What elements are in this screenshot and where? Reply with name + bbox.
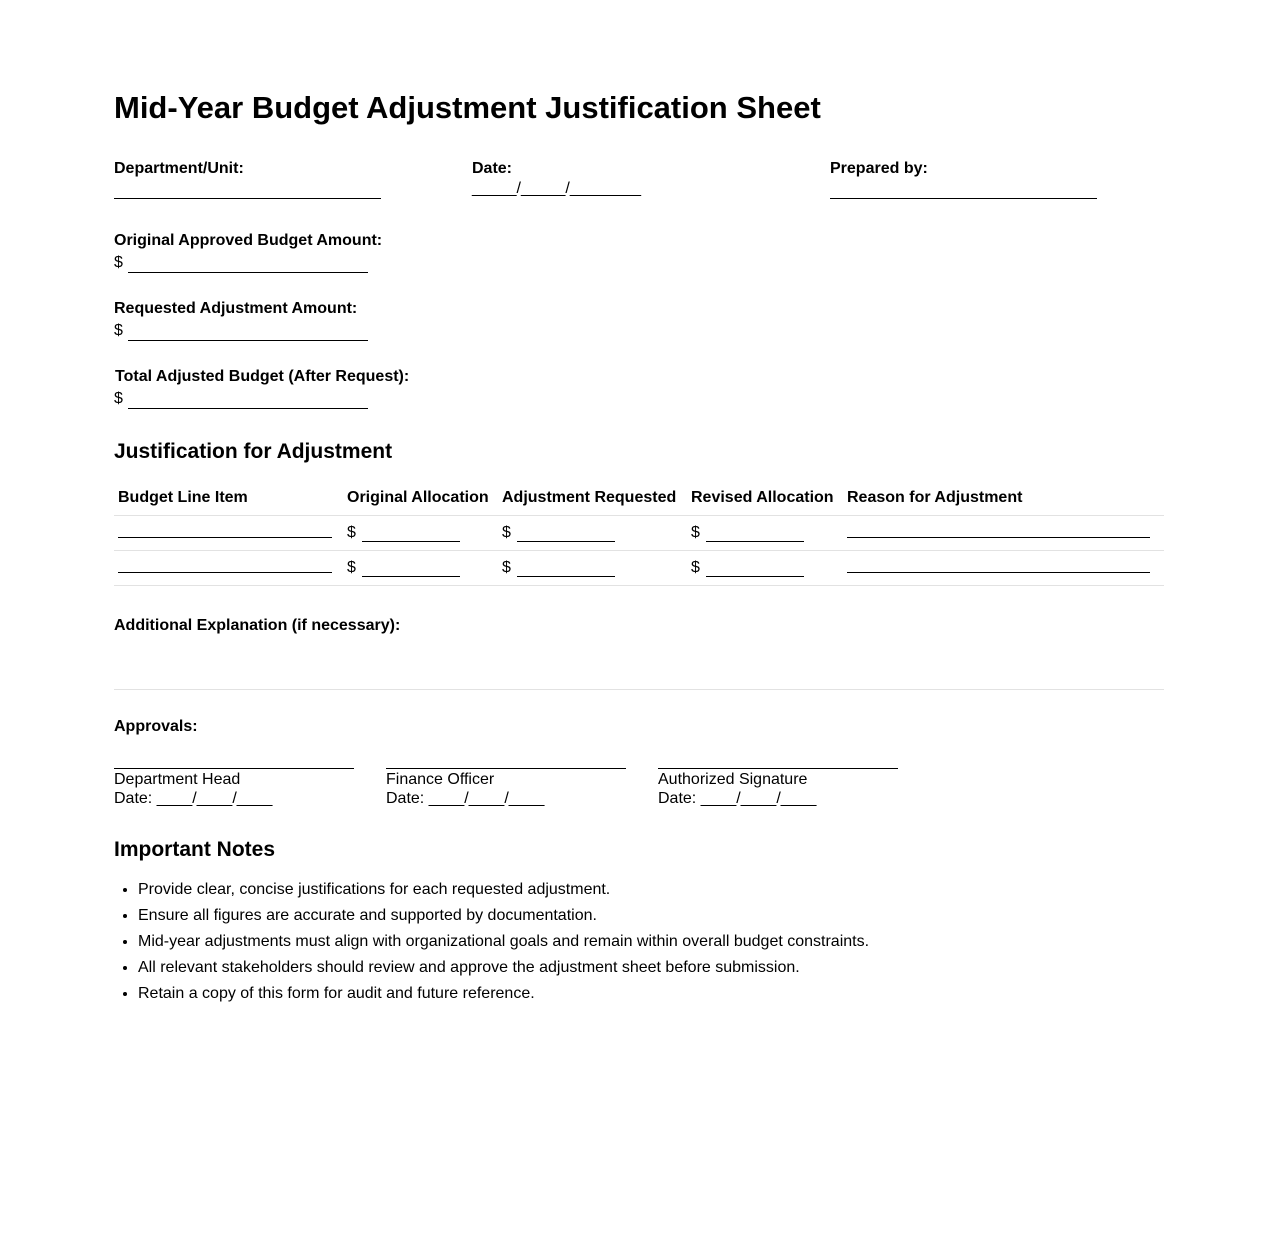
approvals-label: Approvals: (114, 718, 198, 735)
column-header-original: Original Allocation (343, 480, 498, 516)
signer-date[interactable]: Date: ____/____/____ (386, 790, 545, 807)
revised-allocation-input-line[interactable] (706, 562, 804, 577)
reason-input-line[interactable] (847, 558, 1150, 573)
table-row (114, 551, 1164, 586)
list-item: • All relevant stakeholders should review and approve the adjustment sheet before submission. (138, 955, 869, 981)
date-field (472, 160, 512, 178)
currency-symbol: $ (502, 524, 511, 541)
total-adjusted-input-line[interactable] (128, 408, 368, 409)
requested-adjustment-field (114, 300, 357, 318)
signature-line[interactable] (658, 768, 898, 769)
currency-symbol: $ (347, 559, 356, 576)
total-adjusted-field (115, 368, 409, 386)
column-header-revised: Revised Allocation (687, 480, 843, 516)
currency-symbol: $ (114, 322, 123, 339)
original-budget-field (114, 232, 382, 250)
signature-line[interactable] (386, 768, 626, 769)
column-header-line-item: Budget Line Item (114, 480, 343, 516)
currency-symbol: $ (691, 559, 700, 576)
column-header-reason: Reason for Adjustment (843, 480, 1164, 516)
justification-table (114, 480, 1164, 586)
justification-heading: Justification for Adjustment (114, 440, 393, 463)
department-label: Department/Unit: (114, 160, 244, 177)
requested-adjustment-input-line[interactable] (128, 340, 368, 341)
explanation-label: Additional Explanation (if necessary): (114, 617, 401, 634)
signature-line[interactable] (114, 768, 354, 769)
adjustment-requested-input-line[interactable] (517, 562, 615, 577)
signer-role: Authorized Signature (658, 771, 808, 788)
adjustment-requested-input-line[interactable] (517, 527, 615, 542)
currency-symbol: $ (114, 254, 123, 271)
signer-date[interactable]: Date: ____/____/____ (114, 790, 273, 807)
signer-date[interactable]: Date: ____/____/____ (658, 790, 817, 807)
department-input-line[interactable] (114, 198, 381, 199)
table-row (114, 516, 1164, 551)
prepared-by-label: Prepared by: (830, 160, 928, 177)
currency-symbol: $ (114, 390, 123, 407)
list-item: • Provide clear, concise justifications for each requested adjustment. (138, 877, 869, 903)
line-item-input-line[interactable] (118, 558, 332, 573)
revised-allocation-input-line[interactable] (706, 527, 804, 542)
signer-role: Finance Officer (386, 771, 495, 788)
approval-department-head (114, 768, 354, 808)
explanation-input-area[interactable] (114, 689, 1164, 690)
currency-symbol: $ (691, 524, 700, 541)
original-budget-input-line[interactable] (128, 272, 368, 273)
notes-heading: Important Notes (114, 838, 276, 861)
prepared-by-input-line[interactable] (830, 198, 1097, 199)
line-item-input-line[interactable] (118, 523, 332, 538)
department-field (114, 160, 381, 199)
list-item: • Ensure all figures are accurate and supported by documentation. (138, 903, 869, 929)
total-adjusted-label: Total Adjusted Budget (After Request): (115, 368, 410, 385)
signer-role: Department Head (114, 771, 241, 788)
list-item: • Retain a copy of this form for audit and future reference. (138, 981, 869, 1007)
approval-authorized-signature (658, 768, 898, 808)
notes-list (114, 877, 869, 1007)
prepared-by-field (830, 160, 1097, 199)
explanation-field (114, 617, 400, 635)
approvals-section (114, 718, 198, 736)
date-input-blank[interactable]: _____/_____/________ (472, 180, 642, 197)
requested-adjustment-label: Requested Adjustment Amount: (114, 300, 358, 317)
currency-symbol: $ (502, 559, 511, 576)
original-allocation-input-line[interactable] (362, 527, 460, 542)
list-item: • Mid-year adjustments must align with organizational goals and remain within overall budget constraints. (138, 929, 869, 955)
original-allocation-input-line[interactable] (362, 562, 460, 577)
page-title: Mid-Year Budget Adjustment Justification Sheet (114, 90, 821, 125)
date-label: Date: (472, 160, 513, 177)
reason-input-line[interactable] (847, 523, 1150, 538)
currency-symbol: $ (347, 524, 356, 541)
original-budget-label: Original Approved Budget Amount: (114, 232, 383, 249)
approval-finance-officer (386, 768, 626, 808)
table-header-row (114, 480, 1164, 516)
column-header-adjustment: Adjustment Requested (498, 480, 687, 516)
